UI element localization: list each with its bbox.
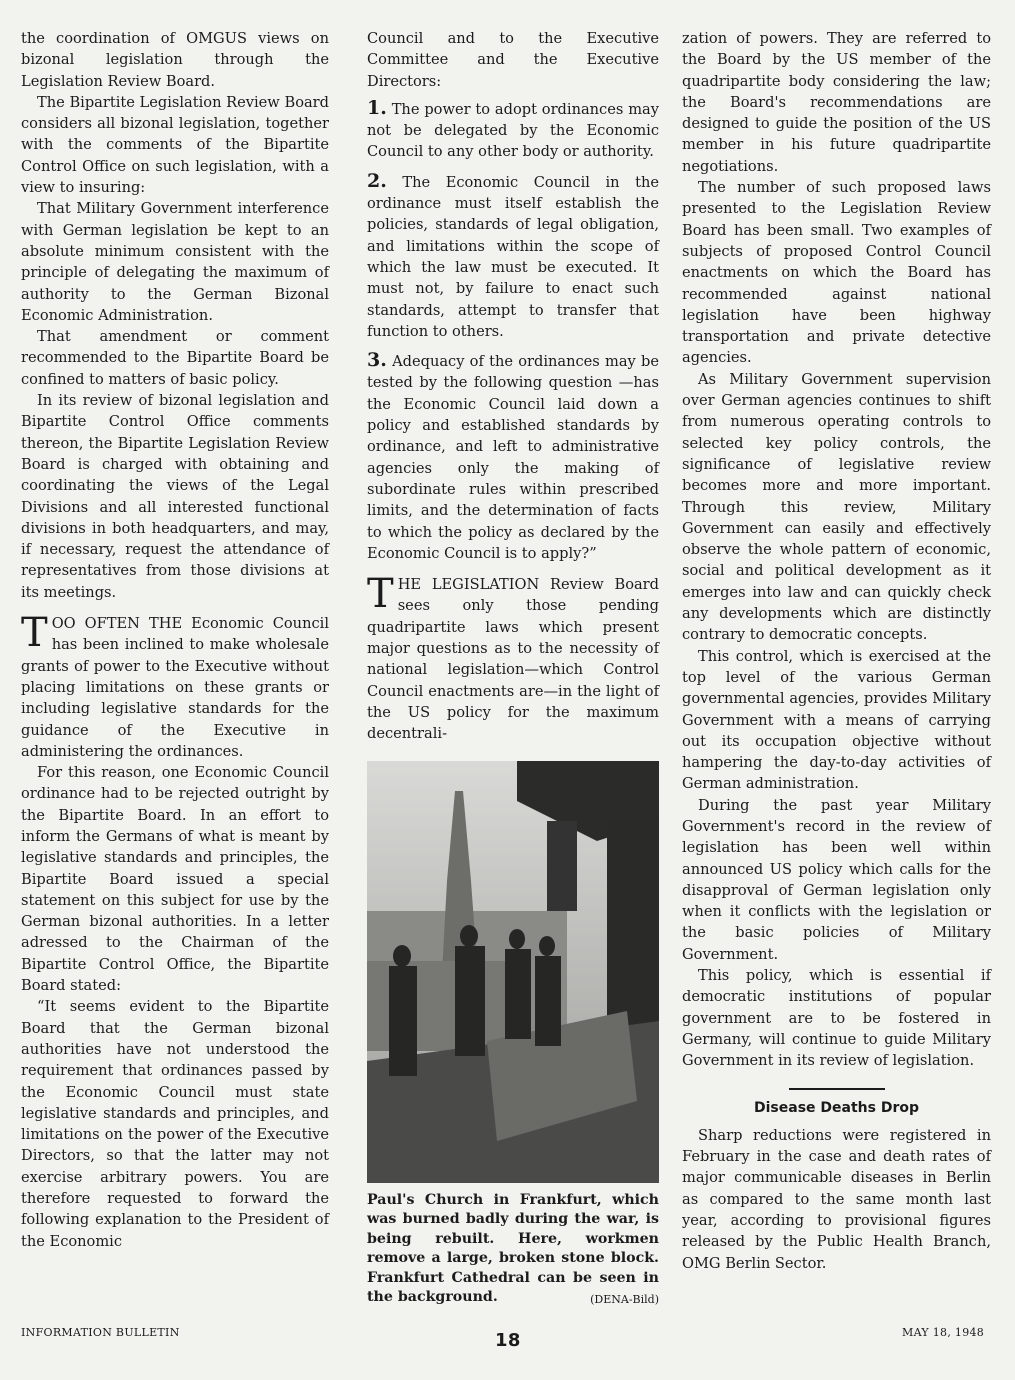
drop-cap: T bbox=[21, 610, 48, 657]
paragraph: During the past year Military Government's record in the review of legislation has been well within announced US policy which calls for the disapproval of German legislation only when it conflicts with the legislation or the basic policies of Military Government. bbox=[682, 796, 991, 963]
paragraph: zation of powers. They are referred to the Board by the US member of the quadripartite body considering the law; the Board's recommendations are designed to guide the position of the US member in his future quadripartite negotiations. bbox=[682, 30, 991, 175]
footer-date: MAY 18, 1948 bbox=[902, 1326, 985, 1339]
quote-paragraph: “It seems evident to the Bipartite Board that the German bizonal authorities have not understood the requirement that ordinances passed by the Economic Council must state legislative standards and principles, and limitations on the power of the Executive Directors, so that the latter may not exercise arbitrary powers. You are therefore requested to forward the following explanation to the President of the Economic bbox=[21, 998, 329, 1250]
photo-illustration bbox=[367, 761, 659, 1183]
paragraph-text: OO OFTEN THE Economic Council has been inclined to make wholesale grants of power to the Executive without placing limitations on these grants or including legislative standards for the guidance of the Executive in administering the ordinances. bbox=[21, 615, 329, 760]
section-heading: Disease Deaths Drop bbox=[754, 1099, 919, 1116]
section-divider bbox=[789, 1088, 885, 1090]
item-text: The power to adopt ordinances may not be delegated by the Economic Council to any other body or authority. bbox=[367, 100, 659, 161]
item-number: 2. bbox=[367, 169, 387, 192]
page-number: 18 bbox=[495, 1330, 521, 1351]
item-text: Adequacy of the ordinances may be tested by the following question —has the Economic Council laid down a policy and established standards by ordinance, and left to administrative agencies only the making of subordinate rules within prescribed limits, and the determination of facts to which the policy as declared by the Economic Council is to apply?” bbox=[367, 353, 659, 562]
column-right bbox=[682, 28, 991, 1274]
numbered-item bbox=[367, 171, 659, 342]
paragraph: That Military Government interference with German legislation be kept to an absolute minimum consistent with the principle of delegating the maximum of authority to the German Bizonal Economic Administration. bbox=[21, 200, 329, 324]
item-text: The Economic Council in the ordinance must itself establish the policies, standards of legal obligation, and limitations within the scope of which the law must be executed. It must not, by failure to enact such standards, attempt to transfer that function to others. bbox=[367, 173, 660, 340]
paragraph: The number of such proposed laws presented to the Legislation Review Board has been small. Two examples of subjects of proposed Control Council enactments on which the Board has recommended against national legislation have been highway transportation and private detective agencies. bbox=[682, 179, 991, 367]
news-photo bbox=[367, 761, 659, 1183]
paragraph: This policy, which is essential if democratic institutions of popular government are to be fostered in Germany, will continue to guide Military Government in its review of legislation. bbox=[682, 967, 991, 1070]
paragraph-text: HE LEGISLATION Review Board sees only those pending quadripartite laws which present major questions as to the necessity of national legislation—which Control Council enactments are—in the light of the US policy for the maximum decentrali- bbox=[367, 576, 659, 743]
paragraph-dropcap bbox=[367, 571, 659, 744]
paragraph: This control, which is exercised at the top level of the various German governmental agencies, provides Military Government with a means of carrying out its occupation objective without hampering the day-to-day activities of German administration. bbox=[682, 647, 991, 793]
caption-text: Paul's Church in Frankfurt, which was burned badly during the war, is being rebuilt. Here, workmen remove a large, broken stone block. Frankfurt Cathedral can be seen in the background. bbox=[367, 1191, 659, 1305]
paragraph: As Military Government supervision over German agencies continues to shift from numerous operating controls to selected key policy controls, the significance of legislative review becomes more and more important. Through this review, Military Government can easily and effectively observe the whole pattern of economic, social and political development as it emerges into law and can quickly check any developments which are distinctly contrary to democratic concepts. bbox=[682, 370, 991, 644]
paragraph: the coordination of OMGUS views on bizonal legislation through the Legislation Review Board. bbox=[21, 30, 329, 90]
numbered-item bbox=[367, 350, 659, 564]
paragraph: The Bipartite Legislation Review Board considers all bizonal legislation, together with the comments of the Bipartite Control Office on such legislation, with a view to insuring: bbox=[21, 93, 329, 197]
footer-publication: INFORMATION BULLETIN bbox=[21, 1326, 180, 1339]
paragraph-dropcap bbox=[21, 610, 329, 762]
paragraph: Council and to the Executive Committee and the Executive Directors: bbox=[367, 30, 659, 90]
paragraph: In its review of bizonal legislation and Bipartite Control Office comments thereon, the Bipartite Legislation Review Board is charged with obtaining and coordinating the views of the Legal Divisions and all interested functional divisions in both headquarters, and may, if necessary, request the attendance of representatives from those divisions at its meetings. bbox=[21, 392, 329, 601]
paragraph: For this reason, one Economic Council ordinance had to be rejected outright by the Bipartite Board. In an effort to inform the Germans of what is meant by legislative standards and principles, the Bipartite Board issued a special statement on this subject for use by the German bizonal authorities. In a letter adressed to the Chairman of the Bipartite Control Office, the Bipartite Board stated: bbox=[21, 764, 329, 995]
column-middle bbox=[367, 28, 659, 1310]
paragraph: That amendment or comment recommended to the Bipartite Board be confined to matters of basic policy. bbox=[21, 328, 329, 388]
item-number: 1. bbox=[367, 96, 387, 119]
item-number: 3. bbox=[367, 349, 387, 372]
drop-cap: T bbox=[367, 571, 394, 618]
column-left bbox=[21, 28, 329, 1252]
photo-credit: (DENA-Bild) bbox=[590, 1293, 659, 1306]
photo-caption bbox=[367, 1191, 659, 1308]
paragraph: Sharp reductions were registered in February in the case and death rates of major communicable diseases in Berlin as compared to the same month last year, according to provisional figures released by the Public Health Branch, OMG Berlin Sector. bbox=[682, 1126, 991, 1272]
numbered-item bbox=[367, 98, 659, 163]
